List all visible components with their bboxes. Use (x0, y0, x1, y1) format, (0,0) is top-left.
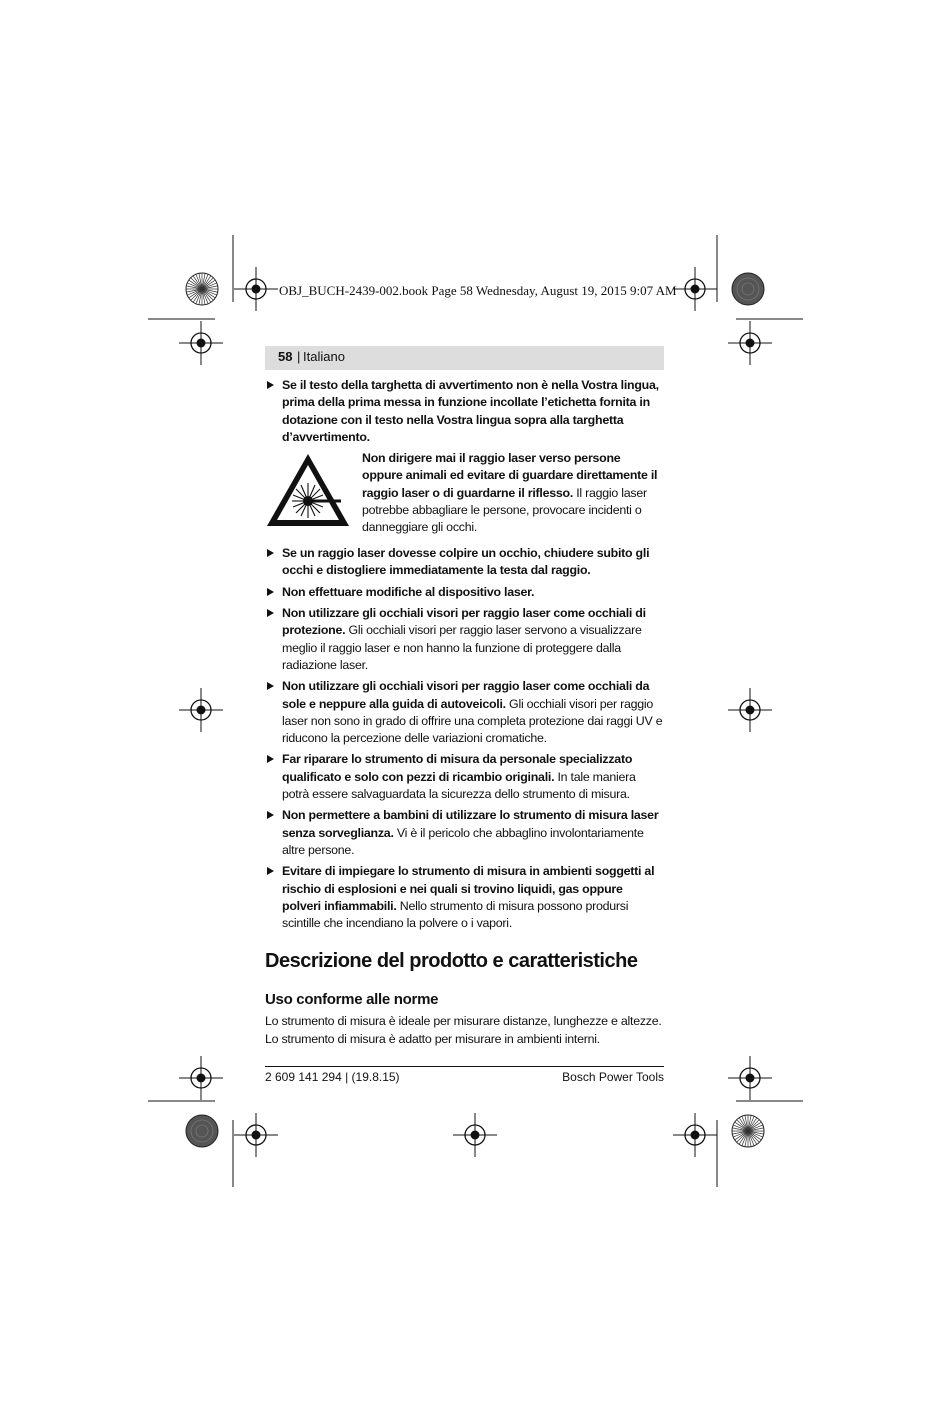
item-bold-text: Se un raggio laser dovesse colpire un occhio, chiudere subito gli occhi e distogliere immediatamente la testa dal raggio. (282, 546, 650, 578)
page-content (265, 377, 664, 1048)
bullet-arrow-icon (267, 755, 274, 763)
item-bold-text: Evitare di impiegare lo strumento di misura in ambienti soggetti al rischio di esplosioni e nei quali si trovino liquidi, gas oppure polveri infiammabili. (282, 864, 655, 913)
item-bold-text: Far riparare lo strumento di misura da personale specializzato qualificato e solo con pezzi di ricambio originali. (282, 752, 633, 784)
warning-text (362, 450, 664, 536)
item-bold-text: Non utilizzare gli occhiali visori per raggio laser come occhiali di protezione. (282, 606, 646, 638)
slug-line: OBJ_BUCH-2439-002.book Page 58 Wednesday, August 19, 2015 9:07 AM (279, 283, 677, 298)
item-bold-text: Se il testo della targhetta di avvertimento non è nella Vostra lingua, prima della prima messa in funzione incollate l’etichetta fornita in dotazione con il testo nella Vostra lingua sopra alla targhetta d’avvertimento. (282, 378, 659, 444)
bullet-arrow-icon (267, 682, 274, 690)
list-item (265, 377, 664, 446)
laser-warning-icon (265, 452, 351, 528)
item-text: Gli occhiali visori per raggio laser servono a visualizzare meglio il raggio laser e non hanno la funzione di proteggere dalla radiazione laser. (282, 623, 642, 672)
page-number: 58 (278, 349, 293, 364)
warning-plain-text: Il raggio laser potrebbe abbagliare le persone, provocare incidenti o danneggiare gli occhi. (362, 485, 647, 535)
list-item (265, 545, 664, 580)
section-title: Descrizione del prodotto e caratteristiche (265, 950, 638, 973)
item-text: In tale maniera potrà essere salvaguardata la sicurezza dello strumento di misura. (282, 769, 636, 802)
list-item (265, 678, 664, 747)
warning-bold-text: Non dirigere mai il raggio laser verso persone oppure animali ed evitare di guardare direttamente il raggio laser o di guardarne il riflesso. (362, 451, 658, 500)
list-item (265, 807, 664, 859)
footer-rule (265, 1066, 664, 1067)
item-text: Vi è il pericolo che abbaglino involontariamente altre persone. (282, 825, 644, 857)
bullet-arrow-icon (267, 609, 274, 617)
list-item (265, 584, 664, 601)
bullet-arrow-icon (267, 811, 274, 819)
bullet-arrow-icon (267, 867, 274, 875)
item-text: Gli occhiali visori per raggio laser non sono in grado di offrire una completa protezione dai raggi UV e riducono la percezione delle variazioni cromatiche. (282, 696, 663, 746)
page-header (265, 346, 664, 370)
header-language: Italiano (303, 349, 345, 364)
item-text: Nello strumento di misura possono prodursi scintille che incendiano la polvere o i vapori. (282, 898, 629, 931)
bullet-arrow-icon (267, 588, 274, 596)
item-bold-text: Non utilizzare gli occhiali visori per raggio laser come occhiali da sole e neppure alla guida di autoveicoli. (282, 679, 650, 711)
bullet-arrow-icon (267, 381, 274, 389)
body-paragraph: Lo strumento di misura è ideale per misurare distanze, lunghezze e altezze. Lo strumento di misura è adatto per misurare in ambienti interni. (265, 1014, 662, 1046)
list-item (265, 751, 664, 803)
item-bold-text: Non permettere a bambini di utilizzare lo strumento di misura laser senza sorveglianza. (282, 808, 659, 840)
subsection-title: Uso conforme alle norme (265, 991, 439, 1009)
laser-warning-block (265, 450, 664, 540)
header-separator: | (297, 349, 301, 364)
bullet-arrow-icon (267, 549, 274, 557)
item-bold-text: Non effettuare modifiche al dispositivo laser. (282, 584, 535, 599)
list-item (265, 605, 664, 674)
list-item (265, 863, 664, 932)
footer-brand: Bosch Power Tools (562, 1070, 664, 1084)
footer-doc-number: 2 609 141 294 | (19.8.15) (265, 1070, 400, 1084)
